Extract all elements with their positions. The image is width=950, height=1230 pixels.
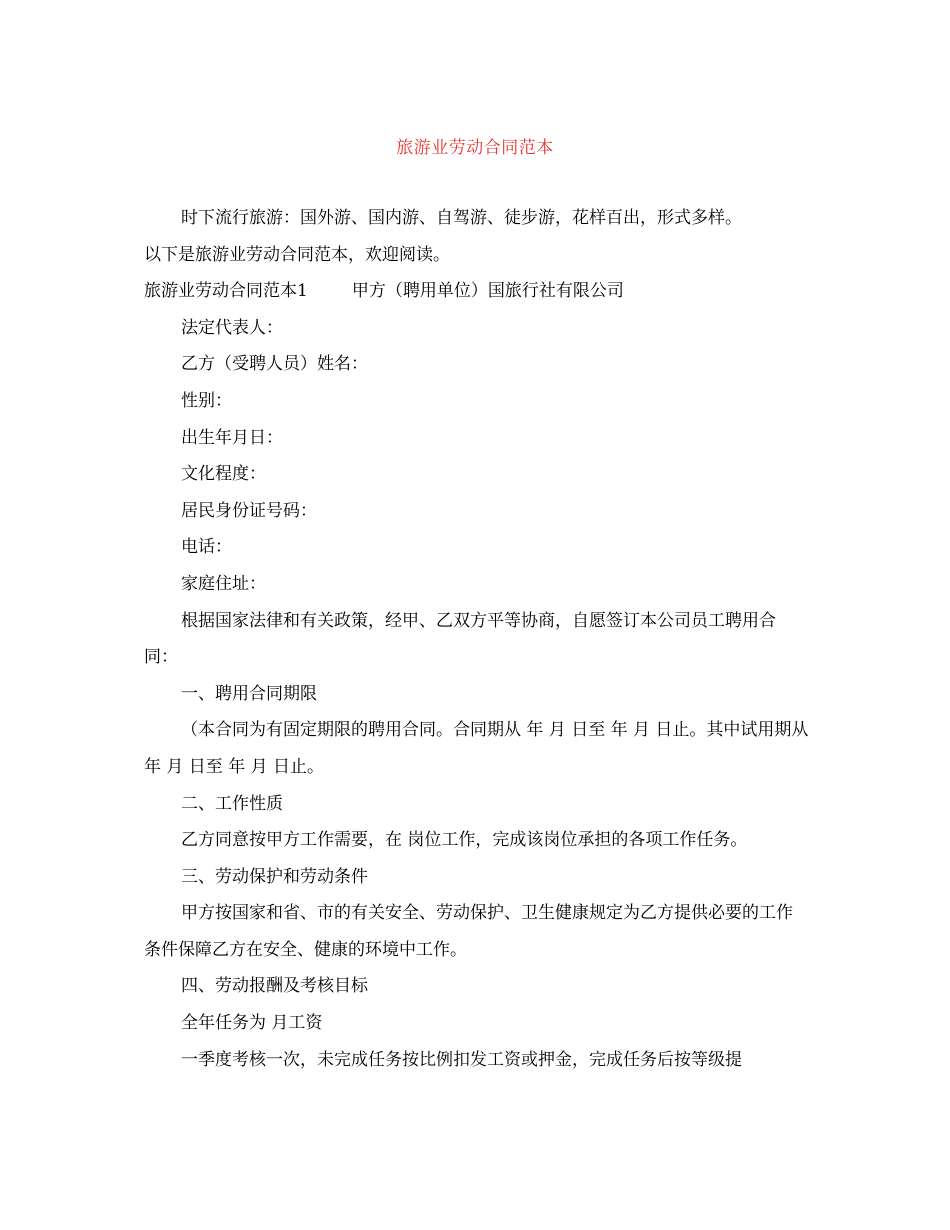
clause-3-title: 三、劳动保护和劳动条件 bbox=[181, 866, 368, 887]
field-birth-date: 出生年月日： bbox=[181, 427, 283, 448]
field-address: 家庭住址： bbox=[181, 573, 266, 594]
field-party-b-name: 乙方（受聘人员）姓名： bbox=[181, 354, 368, 375]
clause-3-body: 甲方按国家和省、市的有关安全、劳动保护、卫生健康规定为乙方提供必要的工作条件保障乙方在安全、健康的环境中工作。 bbox=[144, 903, 793, 960]
party-a-line: 甲方（聘用单位）国旅行社有限公司 bbox=[351, 281, 624, 302]
clause-4-line-1: 全年任务为 月工资 bbox=[181, 1013, 323, 1034]
field-gender: 性别： bbox=[181, 390, 232, 411]
clause-4-title: 四、劳动报酬及考核目标 bbox=[181, 976, 368, 997]
document-title: 旅游业劳动合同范本 bbox=[396, 138, 554, 158]
field-legal-rep: 法定代表人： bbox=[181, 317, 283, 338]
document-body bbox=[144, 200, 809, 1078]
field-id-number: 居民身份证号码： bbox=[181, 500, 317, 521]
clause-1-title: 一、聘用合同期限 bbox=[181, 683, 317, 704]
intro-line-1: 时下流行旅游：国外游、国内游、自驾游、徒步游，花样百出，形式多样。 bbox=[181, 208, 742, 228]
intro-line-2: 以下是旅游业劳动合同范本，欢迎阅读。 bbox=[144, 244, 450, 265]
clause-1-body: （本合同为有固定期限的聘用合同。合同期从 年 月 日至 年 月 日止。其中试用期从 年 月 日至 年 月 日止。 bbox=[144, 720, 809, 777]
field-education: 文化程度： bbox=[181, 464, 266, 485]
field-phone: 电话： bbox=[181, 537, 232, 558]
section-heading-row bbox=[144, 273, 809, 310]
section-heading: 旅游业劳动合同范本1 bbox=[144, 281, 308, 302]
clause-4-line-2: 一季度考核一次，未完成任务按比例扣发工资或押金，完成任务后按等级提 bbox=[181, 1049, 742, 1070]
preamble-paragraph: 根据国家法律和有关政策，经甲、乙双方平等协商，自愿签订本公司员工聘用合同： bbox=[144, 610, 776, 668]
clause-2-title: 二、工作性质 bbox=[181, 793, 283, 814]
clause-2-body: 乙方同意按甲方工作需要，在 岗位工作，完成该岗位承担的各项工作任务。 bbox=[181, 830, 748, 851]
